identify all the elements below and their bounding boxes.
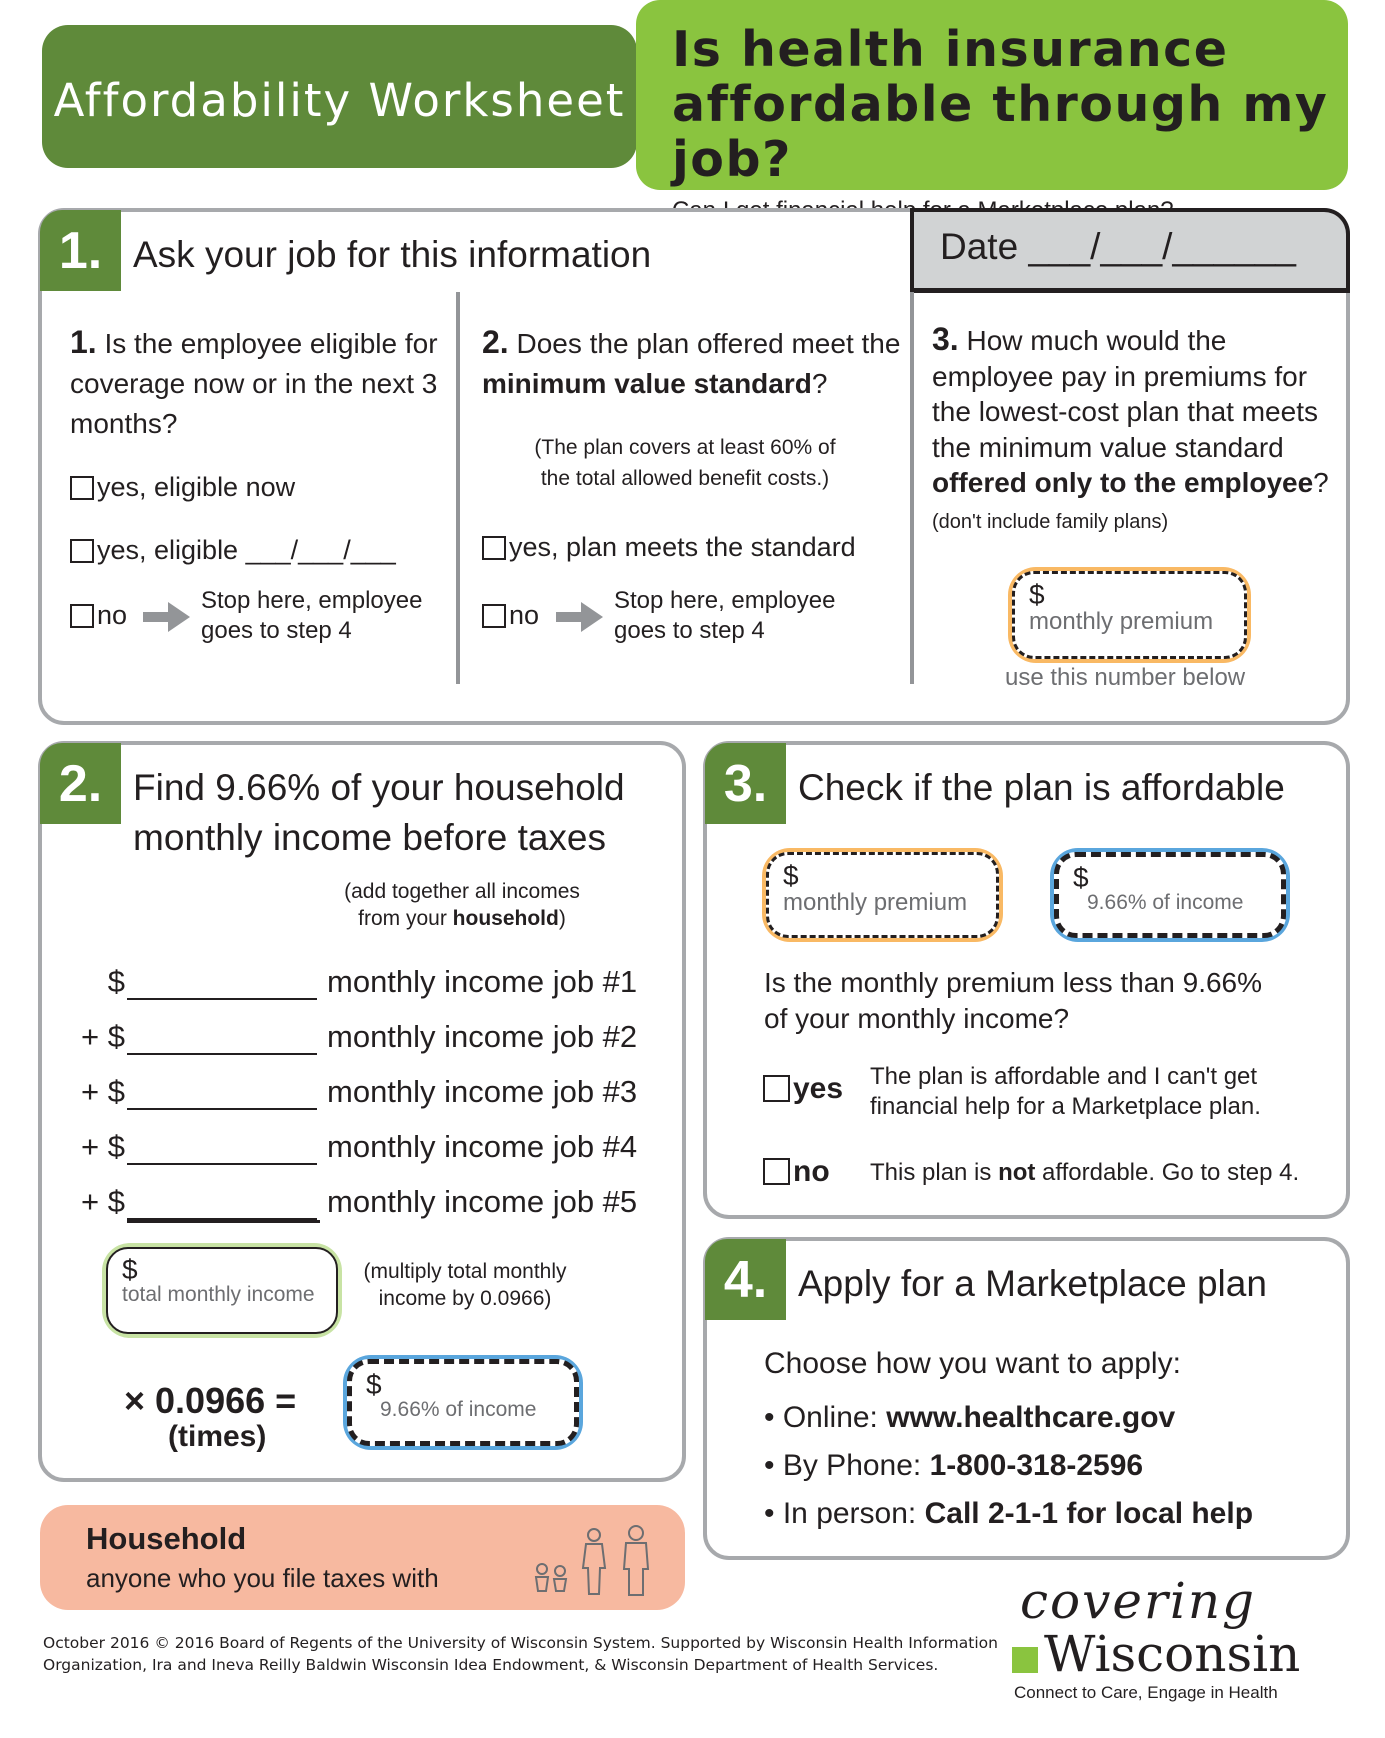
step1-number: 1.: [40, 210, 121, 291]
footer-credits: October 2016 © 2016 Board of Regents of the University of Wisconsin System. Supported by Wisconsin Health Information Organization, Ira and Ineva Reilly Baldwin Wisconsin Idea Endowment, & Wisconsin Department of Health Services.: [43, 1634, 998, 1674]
step1-title: Ask your job for this information: [133, 234, 652, 275]
q1-option-no[interactable]: no: [70, 600, 127, 631]
step3-title: Check if the plan is affordable: [798, 767, 1285, 808]
q3-use-below: use this number below: [1005, 664, 1246, 691]
step1-divider-1: [456, 292, 460, 684]
step4-number: 4.: [705, 1239, 786, 1320]
nine-percent-box[interactable]: $ 9.66% of income: [343, 1355, 583, 1450]
date-header: [910, 208, 1350, 293]
step3-income-box[interactable]: $ 9.66% of income: [1050, 848, 1290, 942]
q3-premium-box[interactable]: $ monthly premium: [1008, 567, 1251, 663]
step3-question: Is the monthly premium less than 9.66% of your monthly income?: [764, 967, 1263, 1034]
income-row-1[interactable]: $ monthly income job #1: [107, 964, 638, 999]
logo-bottom: Wisconsin: [1044, 1625, 1301, 1683]
income-row-4[interactable]: + $ monthly income job #4: [81, 1129, 638, 1164]
step4-options: [764, 1340, 1253, 1538]
step3-number: 3.: [705, 743, 786, 824]
multiply-note: (multiply total monthly income by 0.0966): [363, 1260, 567, 1310]
multiplier: × 0.0966 =: [124, 1380, 297, 1421]
income-blank-4[interactable]: [127, 1135, 317, 1165]
apply-in-person[interactable]: • In person: Call 2-1-1 for local help: [764, 1497, 1254, 1530]
q1-option-date[interactable]: yes, eligible ___/___/___: [70, 535, 396, 566]
apply-phone[interactable]: • By Phone: 1-800-318-2596: [764, 1449, 1144, 1482]
step2-number: 2.: [40, 743, 121, 824]
household-text: anyone who you file taxes with: [86, 1563, 439, 1593]
q1-arrow-icon: [143, 602, 190, 632]
q1-no-checkbox[interactable]: [70, 604, 94, 628]
q1-now-checkbox[interactable]: [70, 476, 94, 500]
logo-square: [1012, 1647, 1038, 1673]
step3-no-checkbox[interactable]: [763, 1158, 790, 1185]
household-title: Household: [86, 1521, 247, 1556]
q1-option-now[interactable]: yes, eligible now: [70, 472, 295, 503]
date-label: Date: [940, 226, 1019, 267]
step3-option-no[interactable]: no: [763, 1155, 830, 1189]
worksheet-title: Affordability Worksheet: [53, 74, 626, 127]
step3-premium-box[interactable]: $ monthly premium: [762, 848, 1003, 942]
total-income-box[interactable]: $ total monthly income: [102, 1243, 342, 1338]
step1-divider-2: [910, 292, 914, 684]
logo-top: covering: [1020, 1572, 1257, 1630]
times-label: (times): [168, 1420, 267, 1453]
income-row-3[interactable]: + $ monthly income job #3: [81, 1074, 638, 1109]
logo-tagline: Connect to Care, Engage in Health: [1014, 1683, 1278, 1702]
question-banner: [636, 0, 1348, 190]
question-line-1: Is health insurance: [672, 21, 1229, 78]
q2-text: 2. Does the plan offered meet the minimum value standard?: [482, 324, 901, 399]
q2-arrow-icon: [556, 602, 603, 632]
income-blank-5[interactable]: [127, 1190, 317, 1220]
income-blank-1[interactable]: [127, 970, 317, 1000]
income-sum-rule: [127, 1220, 320, 1223]
step3-yes-checkbox[interactable]: [763, 1075, 790, 1102]
income-list: [70, 950, 660, 1220]
covering-wisconsin-logo: [1012, 1572, 1332, 1703]
q2-note: (The plan covers at least 60% of the total allowed benefit costs.): [534, 436, 836, 490]
q1-stop-text: Stop here, employee goes to step 4: [201, 587, 423, 644]
q2-yes-checkbox[interactable]: [482, 536, 506, 560]
step4-title: Apply for a Marketplace plan: [798, 1263, 1267, 1304]
income-row-2[interactable]: + $ monthly income job #2: [81, 1019, 638, 1054]
income-blank-3[interactable]: [127, 1080, 317, 1110]
worksheet-title-banner: [42, 25, 637, 168]
date-blank[interactable]: ___/___/______: [1028, 226, 1296, 267]
q3-text: 3. How much would the employee pay in premiums for the lowest-cost plan that meets the minimum value standard offered only to the employee? (don't include family plans): [932, 321, 1329, 533]
question-line-2: affordable through my job?: [672, 76, 1329, 188]
q1-date-blank[interactable]: ___/___/___: [245, 535, 396, 565]
step3-option-yes[interactable]: yes: [763, 1072, 843, 1106]
family-icon: [528, 1525, 653, 1602]
q2-option-no[interactable]: no: [482, 600, 539, 631]
step3-yes-text: The plan is affordable and I can't get financial help for a Marketplace plan.: [870, 1063, 1261, 1120]
q1-text: 1. Is the employee eligible for coverage now or in the next 3 months?: [70, 324, 438, 439]
step4-intro: Choose how you want to apply:: [764, 1347, 1181, 1380]
q2-option-yes[interactable]: yes, plan meets the standard: [482, 532, 856, 563]
q1-date-checkbox[interactable]: [70, 539, 94, 563]
q2-stop-text: Stop here, employee goes to step 4: [614, 587, 836, 644]
income-row-5[interactable]: + $ monthly income job #5: [81, 1184, 638, 1219]
step2-title: Find 9.66% of your household monthly income before taxes: [133, 767, 625, 858]
step3-no-text: This plan is not affordable. Go to step 4.: [870, 1159, 1300, 1186]
apply-online[interactable]: • Online: www.healthcare.gov: [764, 1401, 1176, 1434]
step2-note: (add together all incomes from your household): [344, 880, 580, 930]
income-blank-2[interactable]: [127, 1025, 317, 1055]
q2-no-checkbox[interactable]: [482, 604, 506, 628]
